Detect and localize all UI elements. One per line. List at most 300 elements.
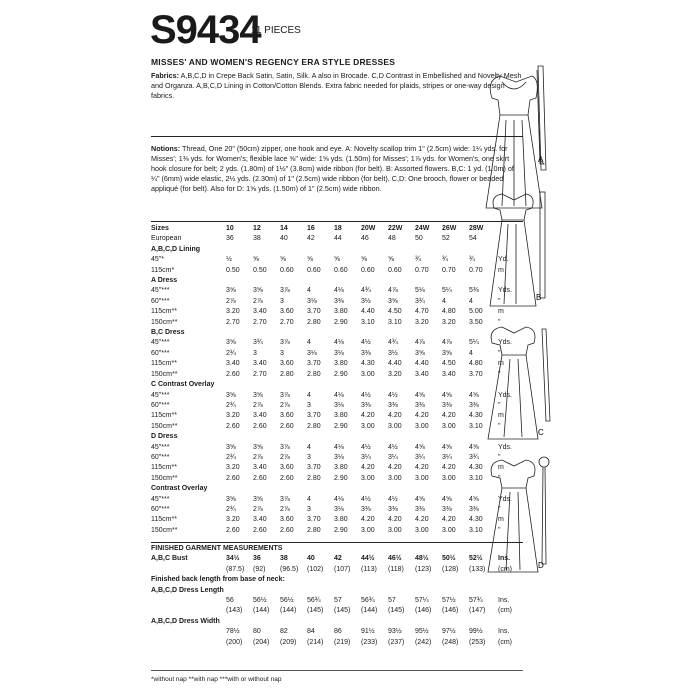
table-cell: 2.80	[307, 526, 321, 534]
table-cell: 22W	[388, 225, 403, 232]
table-row	[151, 391, 523, 401]
row-unit: m	[498, 360, 504, 368]
table-cell: 4	[307, 287, 311, 295]
row-unit: "	[498, 370, 501, 378]
table-cell: (107)	[334, 565, 351, 573]
row-label: 150cm**	[151, 526, 178, 534]
table-cell: ⅝	[307, 256, 313, 264]
table-cell: 3.70	[307, 360, 321, 368]
table-cell: 3⅜	[442, 401, 452, 409]
table-cell: 3¾	[253, 339, 263, 347]
table-cell: 4⅝	[469, 391, 479, 399]
table-cell: 56¾	[307, 597, 321, 605]
table-cell: 4.30	[469, 464, 483, 472]
table-cell: 0.60	[334, 266, 348, 274]
row-unit: m	[498, 516, 504, 524]
table-cell: 3⅜	[469, 505, 479, 513]
table-cell: (143)	[226, 607, 243, 615]
table-cell: 3.80	[334, 516, 348, 524]
section-title: FINISHED GARMENT MEASUREMENTS	[151, 545, 283, 552]
table-row	[151, 266, 523, 276]
table-cell: 2⅞	[280, 505, 290, 513]
table-cell: 5¼	[469, 339, 479, 347]
table-row	[151, 526, 523, 536]
notions-paragraph	[151, 144, 523, 194]
table-row	[151, 359, 523, 369]
dress-width-title	[151, 617, 523, 627]
table-cell: 36	[226, 235, 234, 243]
table-cell: 0.60	[361, 266, 375, 274]
table-cell: (123)	[415, 565, 432, 573]
table-cell: 3.60	[280, 464, 294, 472]
table-cell: 14	[280, 225, 288, 232]
table-cell: 4.20	[415, 412, 429, 420]
table-cell: 3⅝	[253, 287, 263, 295]
row-unit: m	[498, 412, 504, 420]
section-title: C Contrast Overlay	[151, 381, 215, 389]
table-cell: 4.20	[361, 464, 375, 472]
view-a-label: A	[538, 155, 544, 164]
table-cell: (146)	[442, 607, 459, 615]
table-cell: ⅝	[388, 256, 394, 264]
table-cell: 4	[469, 349, 473, 357]
table-cell: 3.20	[388, 370, 402, 378]
row-label: 45"***	[151, 339, 170, 347]
table-row	[151, 338, 523, 348]
table-cell: 3¼	[442, 453, 452, 461]
table-cell: 2⅞	[253, 453, 263, 461]
table-row	[151, 297, 523, 307]
table-cell: (219)	[334, 638, 351, 646]
table-cell: 4.40	[388, 360, 402, 368]
table-cell: 3.00	[361, 526, 375, 534]
row-unit: Ins.	[498, 597, 510, 605]
table-row	[151, 422, 523, 432]
notions-text: Thread, One 20" (50cm) zipper, one hook and eye. A: Novelty scallop trim 1" (2.5cm) wide: 1¼ yds. for Misses'; 1⅜ yds. for Women's; flexible lace ⅝" wide: 1⅝ yds. (1.50m) for Misses'; 1⅞ yds. for Women's, one skirt hook closure for belt; 2 yds. (1.80m) of 1½" (3.8cm) wide ribbon (for belt). B: Assorted flowers. B,C: 1 yd. (1.0m) of ¼" (6mm) wide elastic, 2½ yds. (2.30m) of 1" (2.5cm) wide ribbon (for belt). C,D: One brooch, flower or beaded appliqué (for belt). Also for D: 1⅝ yds. (1.50m) of 1" (2.5cm) wide ribbon.	[151, 144, 514, 193]
table-cell: (147)	[469, 607, 486, 615]
table-cell: (118)	[388, 565, 404, 573]
section-title: Contrast Overlay	[151, 485, 208, 493]
table-cell: 52	[442, 235, 450, 243]
row-unit: "	[498, 318, 501, 326]
table-cell: 2.60	[280, 474, 294, 482]
table-cell: 5⅛	[415, 287, 425, 295]
bust-cm-row	[151, 565, 523, 575]
table-cell: (145)	[334, 607, 351, 615]
table-cell: 0.70	[442, 266, 456, 274]
table-cell: 3.80	[334, 360, 348, 368]
table-cell: 3⅜	[388, 505, 398, 513]
row-label: 115cm**	[151, 412, 177, 420]
row-label: 45"***	[151, 287, 170, 295]
table-cell: 24W	[415, 225, 430, 232]
section-header	[151, 484, 523, 494]
table-cell: 20W	[361, 225, 376, 232]
table-cell: 34½	[226, 555, 240, 563]
table-cell: 3.20	[226, 308, 240, 316]
row-label: 60"***	[151, 453, 170, 461]
table-cell: 57¼	[415, 597, 429, 605]
table-cell: 36	[253, 555, 261, 563]
divider	[151, 542, 523, 543]
table-cell: (144)	[361, 607, 378, 615]
table-cell: 50½	[442, 555, 456, 563]
table-cell: 10	[226, 225, 234, 232]
table-cell: 4⅝	[442, 443, 452, 451]
table-cell: 3⅝	[388, 297, 398, 305]
table-cell: 3	[307, 505, 311, 513]
table-cell: (92)	[253, 565, 266, 573]
table-cell: 3¾	[469, 453, 479, 461]
table-cell: 4.20	[388, 516, 402, 524]
table-cell: 3⅝	[253, 495, 263, 503]
row-label: 150cm**	[151, 474, 178, 482]
divider	[151, 670, 523, 671]
table-cell: 4½	[361, 339, 371, 347]
table-cell: 46	[361, 235, 369, 243]
table-cell: 97½	[442, 628, 456, 636]
table-cell: 3⅝	[226, 339, 236, 347]
row-label	[151, 596, 226, 606]
table-cell: 42	[307, 235, 315, 243]
table-row	[151, 411, 523, 421]
table-cell: 54	[469, 235, 477, 243]
table-cell: 3.10	[469, 526, 483, 534]
table-cell: 4	[469, 297, 473, 305]
table-cell: 4½	[388, 495, 398, 503]
table-row	[151, 370, 523, 380]
table-cell: 93½	[388, 628, 402, 636]
table-cell: 3⅛	[307, 349, 317, 357]
table-cell: 3⅜	[361, 401, 371, 409]
table-cell: (133)	[469, 565, 486, 573]
table-cell: 2⅞	[253, 401, 263, 409]
table-cell: 4.20	[442, 464, 456, 472]
table-cell: 3.70	[307, 308, 321, 316]
fabrics-label: Fabrics:	[151, 71, 179, 80]
sizes-row	[151, 224, 523, 234]
table-cell: ⅝	[280, 256, 286, 264]
table-cell: 4⅛	[334, 443, 344, 451]
table-cell: 3⅝	[226, 287, 236, 295]
table-cell: 3⅜	[334, 297, 344, 305]
table-cell: 28W	[469, 225, 484, 232]
yardage-table	[151, 224, 523, 536]
view-b-illustration	[480, 186, 560, 311]
row-label: 115cm*	[151, 266, 175, 274]
row-label: 115cm**	[151, 360, 177, 368]
table-row	[151, 453, 523, 463]
table-cell: 3.20	[226, 412, 240, 420]
table-cell: 3⅛	[334, 401, 344, 409]
table-cell: ⅝	[253, 256, 259, 264]
table-cell: 2.70	[253, 370, 267, 378]
table-cell: 2¾	[226, 349, 236, 357]
row-label: 45"***	[151, 495, 170, 503]
table-cell: ½	[226, 256, 232, 264]
table-cell: 0.50	[253, 266, 267, 274]
table-cell: 0.60	[307, 266, 321, 274]
table-row	[151, 495, 523, 505]
section-header	[151, 276, 523, 286]
table-cell: 26W	[442, 225, 457, 232]
fabrics-text: A,B,C,D in Crepe Back Satin, Satin, Silk. A also in Brocade. C,D Contrast in Embellished and Novelty Mesh and Organza. A,B,C,D Lining in Cotton/Cotton Blends. Extra fabric needed for plaids, stripes or one-way design fabrics.	[151, 71, 522, 100]
table-cell: 3.80	[334, 308, 348, 316]
table-cell: (96.5)	[280, 565, 299, 573]
table-row	[151, 307, 523, 317]
table-cell: 3⅛	[334, 505, 344, 513]
table-cell: 3.40	[253, 308, 267, 316]
view-d-illustration	[480, 454, 560, 579]
table-cell: 84	[307, 628, 315, 636]
table-cell: (145)	[388, 607, 405, 615]
length-cm-row	[151, 606, 523, 616]
table-cell: 3.40	[415, 370, 429, 378]
finished-measurements-table	[151, 544, 523, 648]
table-cell: 3.10	[388, 318, 402, 326]
table-cell: 4⅝	[469, 495, 479, 503]
row-label	[151, 565, 226, 575]
pieces-count: 11 PIECES	[251, 25, 301, 36]
view-c-label: C	[538, 428, 544, 437]
table-cell: 4.20	[415, 516, 429, 524]
table-cell: 4¾	[388, 339, 398, 347]
table-cell: 3.20	[442, 318, 456, 326]
table-cell: 57	[334, 597, 342, 605]
table-cell: 3.10	[361, 318, 375, 326]
table-cell: 3¼	[388, 453, 398, 461]
table-cell: 3.00	[388, 422, 402, 430]
row-label: 115cm**	[151, 464, 177, 472]
back-length-title	[151, 575, 523, 585]
row-unit: Yd.	[498, 256, 509, 264]
table-cell: 3.60	[280, 516, 294, 524]
table-cell: 2.80	[307, 422, 321, 430]
table-cell: 5.00	[469, 308, 483, 316]
table-cell: 3.00	[361, 422, 375, 430]
table-cell: 3.00	[415, 526, 429, 534]
table-cell: 4⅝	[442, 495, 452, 503]
table-cell: 0.70	[469, 266, 483, 274]
table-cell: 2.70	[253, 318, 267, 326]
table-cell: (214)	[307, 638, 324, 646]
row-unit: Yds.	[498, 339, 513, 347]
row-label: 60"***	[151, 349, 170, 357]
divider	[151, 136, 523, 137]
footnote: *without nap **with nap ***with or without nap	[151, 676, 282, 683]
table-cell: (146)	[415, 607, 432, 615]
table-cell: ¾	[469, 256, 475, 264]
table-cell: (144)	[280, 607, 297, 615]
table-cell: 3⅞	[280, 287, 290, 295]
table-cell: 4⅝	[415, 391, 425, 399]
table-cell: (113)	[361, 565, 377, 573]
table-cell: 2⅞	[280, 453, 290, 461]
notions-label: Notions:	[151, 144, 181, 153]
table-cell: 3⅞	[280, 391, 290, 399]
table-cell: 3⅝	[253, 443, 263, 451]
table-cell: 4.50	[388, 308, 402, 316]
table-cell: 3.00	[415, 474, 429, 482]
table-cell: 4	[307, 339, 311, 347]
table-cell: 16	[307, 225, 315, 232]
table-cell: ⅝	[361, 256, 367, 264]
row-unit: (cm)	[498, 607, 512, 615]
row-label	[151, 606, 226, 616]
row-label: 115cm**	[151, 516, 177, 524]
table-cell: 78½	[226, 628, 240, 636]
table-cell: 3.00	[442, 526, 456, 534]
table-cell: (237)	[388, 638, 405, 646]
table-cell: 3¼	[415, 453, 425, 461]
table-cell: 2.90	[334, 422, 348, 430]
row-unit: "	[498, 401, 501, 409]
table-cell: 2.80	[307, 370, 321, 378]
table-cell: 3	[280, 297, 284, 305]
section-title: A,B,C,D Lining	[151, 245, 200, 253]
row-unit: "	[498, 422, 501, 430]
table-cell: 2.90	[334, 474, 348, 482]
row-label: European	[151, 235, 182, 243]
table-cell: 4¾	[361, 287, 371, 295]
row-unit: m	[498, 266, 504, 274]
table-cell: (233)	[361, 638, 378, 646]
table-cell: 4⅞	[415, 339, 425, 347]
table-cell: 0.70	[415, 266, 429, 274]
table-row	[151, 401, 523, 411]
row-unit: (cm)	[498, 638, 512, 646]
row-label: 60"***	[151, 505, 170, 513]
table-cell: 4.70	[415, 308, 429, 316]
row-label: 60"***	[151, 297, 170, 305]
table-cell: 2.60	[280, 422, 294, 430]
table-cell: (102)	[307, 565, 324, 573]
table-cell: 2.80	[280, 370, 294, 378]
table-cell: 2.60	[253, 526, 267, 534]
row-label: A,B,C Bust	[151, 555, 188, 563]
pattern-title: MISSES' AND WOMEN'S REGENCY ERA STYLE DRESSES	[151, 57, 396, 67]
row-unit: m	[498, 308, 504, 316]
row-label: 60"***	[151, 401, 170, 409]
table-row	[151, 505, 523, 515]
table-cell: 3.20	[415, 318, 429, 326]
table-cell: 3⅞	[280, 495, 290, 503]
table-row	[151, 515, 523, 525]
table-cell: 4½	[361, 443, 371, 451]
table-cell: 3⅜	[361, 505, 371, 513]
table-cell: (144)	[253, 607, 270, 615]
table-cell: 4⅛	[334, 287, 344, 295]
table-cell: 12	[253, 225, 261, 232]
divider	[151, 221, 523, 222]
section-title: A Dress	[151, 277, 178, 285]
table-cell: 3.80	[334, 412, 348, 420]
section-title: A,B,C,D Dress Width	[151, 617, 220, 625]
length-row	[151, 596, 523, 606]
table-cell: 40	[280, 235, 288, 243]
row-unit: m	[498, 464, 504, 472]
table-cell: 0.60	[280, 266, 294, 274]
section-header	[151, 432, 523, 442]
table-cell: (242)	[415, 638, 432, 646]
table-cell: ⅝	[334, 256, 340, 264]
table-cell: 3⅝	[226, 391, 236, 399]
table-cell: 4⅞	[442, 339, 452, 347]
table-cell: 4.80	[442, 308, 456, 316]
table-cell: 2.80	[307, 474, 321, 482]
table-cell: 2¾	[226, 505, 236, 513]
row-unit: "	[498, 474, 501, 482]
table-cell: 4⅞	[388, 287, 398, 295]
row-label: Sizes	[151, 225, 169, 232]
table-cell: 4.20	[442, 412, 456, 420]
table-cell: (209)	[280, 638, 297, 646]
table-cell: 3⅜	[469, 401, 479, 409]
table-cell: 95½	[415, 628, 429, 636]
table-cell: 3⅝	[226, 443, 236, 451]
table-cell: 3½	[361, 297, 371, 305]
row-unit: Ins.	[498, 628, 510, 636]
table-row	[151, 318, 523, 328]
table-cell: ¾	[442, 256, 448, 264]
table-cell: 3	[307, 401, 311, 409]
european-sizes-row	[151, 234, 523, 244]
table-cell: 3.00	[361, 474, 375, 482]
table-cell: 3⅞	[280, 339, 290, 347]
table-cell: 3.10	[469, 474, 483, 482]
table-cell: 4.20	[388, 464, 402, 472]
section-title: D Dress	[151, 433, 178, 441]
table-cell: 4	[307, 443, 311, 451]
table-cell: 3.20	[226, 464, 240, 472]
finished-title	[151, 544, 523, 554]
table-cell: (128)	[442, 565, 459, 573]
table-cell: 38	[280, 555, 288, 563]
table-cell: 3.00	[415, 422, 429, 430]
section-title: A,B,C,D Dress Length	[151, 586, 224, 594]
row-unit: Yds.	[498, 443, 513, 451]
table-cell: 3⅜	[415, 401, 425, 409]
table-cell: 4⅝	[415, 443, 425, 451]
table-cell: 3⅜	[388, 401, 398, 409]
table-cell: 3.60	[280, 360, 294, 368]
table-cell: 2.70	[280, 318, 294, 326]
table-cell: 3⅝	[442, 349, 452, 357]
table-cell: 4½	[361, 495, 371, 503]
table-cell: 3⅛	[334, 453, 344, 461]
row-label: 150cm**	[151, 422, 178, 430]
table-cell: 2.60	[226, 526, 240, 534]
table-cell: 4	[307, 391, 311, 399]
table-cell: 4.40	[361, 308, 375, 316]
view-d-label: D	[538, 561, 544, 570]
row-unit: "	[498, 505, 501, 513]
row-unit: "	[498, 453, 501, 461]
table-cell: 57	[388, 597, 396, 605]
table-cell: 0.50	[226, 266, 240, 274]
table-cell: 3¾	[415, 297, 425, 305]
table-cell: (87.5)	[226, 565, 245, 573]
section-header	[151, 380, 523, 390]
table-cell: (248)	[442, 638, 459, 646]
table-cell: 50	[415, 235, 423, 243]
row-unit: Yds.	[498, 495, 513, 503]
table-cell: 3⅜	[415, 505, 425, 513]
table-cell: 3⅜	[442, 505, 452, 513]
row-unit: "	[498, 526, 501, 534]
table-row	[151, 443, 523, 453]
table-cell: 2.80	[307, 318, 321, 326]
